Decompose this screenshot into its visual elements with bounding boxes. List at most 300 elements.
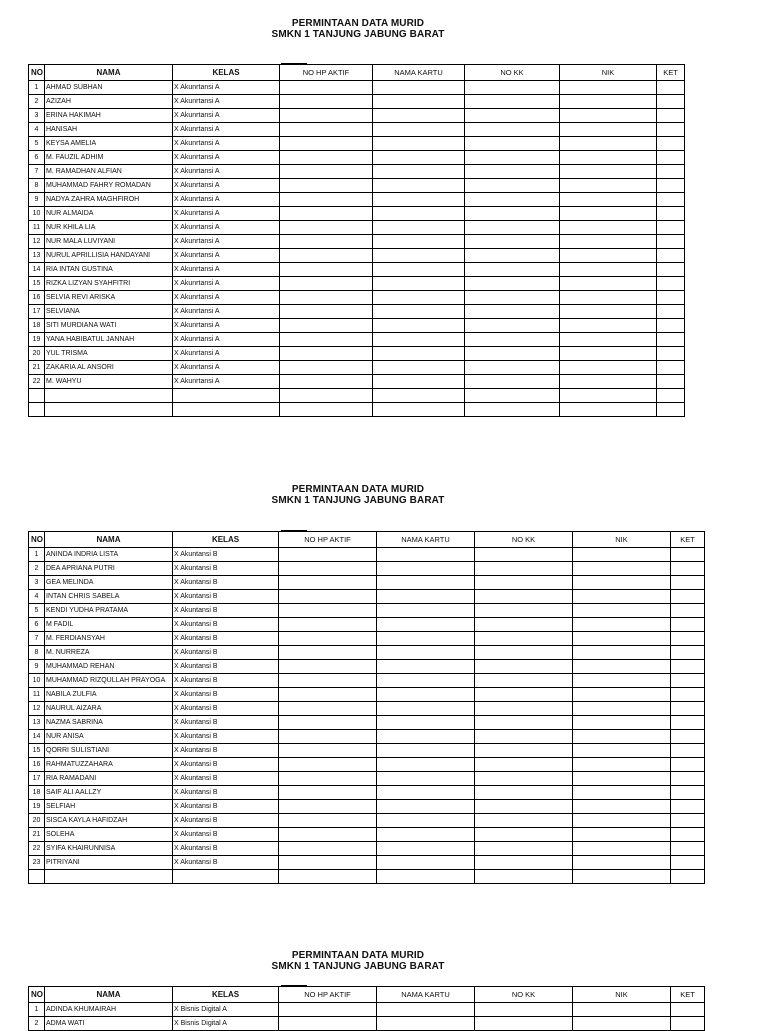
empty-cell-kk[interactable] [475, 800, 573, 814]
empty-cell-kk[interactable] [475, 562, 573, 576]
empty-cell-kartu[interactable] [377, 870, 475, 884]
empty-cell-nik[interactable] [573, 702, 671, 716]
empty-cell-kelas[interactable] [173, 870, 279, 884]
empty-cell-kk[interactable] [465, 291, 560, 305]
empty-cell-kartu[interactable] [377, 604, 475, 618]
empty-cell-ket[interactable] [671, 618, 705, 632]
empty-cell-kk[interactable] [475, 716, 573, 730]
empty-cell-kartu[interactable] [377, 842, 475, 856]
empty-cell-kartu[interactable] [377, 646, 475, 660]
empty-cell-ket[interactable] [657, 277, 685, 291]
empty-cell-ket[interactable] [671, 870, 705, 884]
empty-cell-kk[interactable] [465, 361, 560, 375]
empty-cell-kartu[interactable] [377, 814, 475, 828]
student-class: X Akuntansi B [173, 842, 279, 856]
empty-cell-no[interactable] [29, 870, 45, 884]
empty-cell-kk[interactable] [465, 151, 560, 165]
row-number: 22 [29, 842, 45, 856]
column-header-kelas: KELAS [173, 532, 279, 548]
empty-cell-nik[interactable] [573, 744, 671, 758]
empty-cell-kartu[interactable] [373, 221, 465, 235]
empty-cell-kartu[interactable] [373, 151, 465, 165]
empty-cell-kk[interactable] [465, 319, 560, 333]
row-number: 14 [29, 263, 45, 277]
row-number: 13 [29, 716, 45, 730]
row-number: 14 [29, 730, 45, 744]
empty-cell-ket[interactable] [671, 856, 705, 870]
empty-cell-kk[interactable] [475, 1003, 573, 1017]
empty-cell-kartu[interactable] [377, 576, 475, 590]
empty-cell-ket[interactable] [671, 590, 705, 604]
empty-cell-ket[interactable] [671, 842, 705, 856]
empty-cell-kk[interactable] [475, 730, 573, 744]
empty-cell-ket[interactable] [657, 95, 685, 109]
empty-cell-hp[interactable] [279, 800, 377, 814]
empty-cell-nik[interactable] [573, 1003, 671, 1017]
empty-cell-ket[interactable] [657, 361, 685, 375]
empty-cell-kk[interactable] [465, 249, 560, 263]
empty-cell-kelas[interactable] [173, 389, 280, 403]
empty-cell-nik[interactable] [573, 688, 671, 702]
empty-cell-nik[interactable] [573, 800, 671, 814]
empty-cell-hp[interactable] [280, 151, 373, 165]
empty-cell-kartu[interactable] [377, 548, 475, 562]
empty-cell-kartu[interactable] [377, 786, 475, 800]
empty-cell-hp[interactable] [280, 81, 373, 95]
section-3-title [168, 950, 548, 972]
empty-cell-nik[interactable] [560, 403, 657, 417]
empty-cell-kk[interactable] [465, 403, 560, 417]
empty-cell-kk[interactable] [465, 375, 560, 389]
empty-cell-kk[interactable] [465, 263, 560, 277]
table-row [29, 193, 685, 207]
empty-cell-ket[interactable] [657, 375, 685, 389]
empty-cell-hp[interactable] [280, 305, 373, 319]
empty-cell-nik[interactable] [560, 333, 657, 347]
empty-cell-nik[interactable] [560, 207, 657, 221]
empty-cell-nik[interactable] [573, 856, 671, 870]
empty-cell-hp[interactable] [280, 179, 373, 193]
student-class: X Akuntansi B [173, 660, 279, 674]
empty-cell-hp[interactable] [279, 1003, 377, 1017]
empty-cell-hp[interactable] [279, 562, 377, 576]
empty-cell-kk[interactable] [465, 347, 560, 361]
empty-cell-kartu[interactable] [377, 772, 475, 786]
empty-cell-ket[interactable] [671, 758, 705, 772]
column-header-ket: KET [671, 987, 705, 1003]
student-name: INTAN CHRIS SABELA [45, 590, 173, 604]
empty-cell-kartu[interactable] [373, 403, 465, 417]
empty-cell-hp[interactable] [279, 772, 377, 786]
empty-cell-nik[interactable] [560, 123, 657, 137]
empty-cell-nik[interactable] [573, 772, 671, 786]
empty-cell-ket[interactable] [671, 1003, 705, 1017]
empty-cell-hp[interactable] [279, 828, 377, 842]
table-row [29, 758, 705, 772]
empty-cell-kartu[interactable] [373, 123, 465, 137]
empty-cell-kartu[interactable] [377, 730, 475, 744]
student-class: X Akuntansi B [173, 744, 279, 758]
empty-cell-nama[interactable] [45, 389, 173, 403]
empty-cell-kartu[interactable] [373, 277, 465, 291]
empty-cell-ket[interactable] [671, 814, 705, 828]
empty-cell-nik[interactable] [573, 646, 671, 660]
empty-cell-ket[interactable] [671, 828, 705, 842]
empty-cell-kk[interactable] [475, 688, 573, 702]
student-class: X Akuntansi B [173, 548, 279, 562]
empty-cell-ket[interactable] [657, 333, 685, 347]
empty-cell-hp[interactable] [279, 576, 377, 590]
empty-cell-kartu[interactable] [373, 389, 465, 403]
empty-cell-nik[interactable] [573, 842, 671, 856]
empty-cell-nik[interactable] [560, 95, 657, 109]
empty-cell-kartu[interactable] [373, 165, 465, 179]
empty-cell-nik[interactable] [573, 870, 671, 884]
empty-cell-kartu[interactable] [373, 333, 465, 347]
empty-cell-kartu[interactable] [377, 688, 475, 702]
row-number: 19 [29, 333, 45, 347]
empty-cell-kartu[interactable] [373, 109, 465, 123]
student-class: X Akunrtansi A [173, 375, 280, 389]
empty-cell-kartu[interactable] [377, 758, 475, 772]
empty-cell-hp[interactable] [279, 870, 377, 884]
empty-cell-hp[interactable] [280, 361, 373, 375]
empty-cell-hp[interactable] [280, 249, 373, 263]
empty-cell-kartu[interactable] [377, 744, 475, 758]
empty-cell-hp[interactable] [279, 660, 377, 674]
empty-cell-kk[interactable] [475, 674, 573, 688]
empty-cell-nik[interactable] [560, 137, 657, 151]
row-number: 2 [29, 1017, 45, 1031]
empty-cell-hp[interactable] [280, 375, 373, 389]
empty-cell-hp[interactable] [279, 842, 377, 856]
empty-cell-ket[interactable] [657, 123, 685, 137]
empty-cell-kk[interactable] [475, 548, 573, 562]
empty-cell-hp[interactable] [280, 235, 373, 249]
empty-cell-hp[interactable] [280, 389, 373, 403]
student-name: SELVIA REVI ARISKA [45, 291, 173, 305]
empty-cell-ket[interactable] [657, 207, 685, 221]
empty-cell-kk[interactable] [465, 95, 560, 109]
empty-cell-kartu[interactable] [373, 179, 465, 193]
empty-cell-ket[interactable] [671, 660, 705, 674]
empty-cell-kk[interactable] [475, 604, 573, 618]
empty-cell-nama[interactable] [45, 870, 173, 884]
empty-cell-hp[interactable] [279, 814, 377, 828]
empty-cell-nik[interactable] [560, 109, 657, 123]
empty-cell-kartu[interactable] [377, 562, 475, 576]
empty-cell-kk[interactable] [475, 744, 573, 758]
empty-cell-ket[interactable] [671, 562, 705, 576]
empty-cell-hp[interactable] [279, 758, 377, 772]
empty-cell-nik[interactable] [560, 165, 657, 179]
empty-cell-ket[interactable] [657, 193, 685, 207]
empty-cell-kartu[interactable] [377, 800, 475, 814]
empty-cell-ket[interactable] [671, 786, 705, 800]
column-header-nik: NIK [573, 987, 671, 1003]
row-number: 7 [29, 632, 45, 646]
empty-cell-kk[interactable] [465, 389, 560, 403]
empty-cell-nik[interactable] [573, 632, 671, 646]
empty-cell-kk[interactable] [465, 193, 560, 207]
empty-cell-nama[interactable] [45, 403, 173, 417]
empty-cell-kk[interactable] [475, 702, 573, 716]
empty-cell-kk[interactable] [465, 165, 560, 179]
empty-cell-kartu[interactable] [373, 207, 465, 221]
empty-cell-kartu[interactable] [377, 856, 475, 870]
empty-cell-ket[interactable] [671, 744, 705, 758]
empty-cell-hp[interactable] [279, 716, 377, 730]
empty-cell-hp[interactable] [280, 123, 373, 137]
empty-cell-kk[interactable] [465, 277, 560, 291]
empty-cell-ket[interactable] [671, 702, 705, 716]
empty-cell-kk[interactable] [475, 828, 573, 842]
empty-cell-ket[interactable] [657, 221, 685, 235]
student-class: X Akuntansi B [173, 730, 279, 744]
empty-cell-nik[interactable] [573, 716, 671, 730]
empty-cell-ket[interactable] [671, 576, 705, 590]
empty-cell-nik[interactable] [560, 277, 657, 291]
empty-cell-kartu[interactable] [377, 590, 475, 604]
empty-cell-kartu[interactable] [373, 319, 465, 333]
empty-cell-nik[interactable] [573, 674, 671, 688]
empty-cell-kk[interactable] [475, 660, 573, 674]
title-line-1: PERMINTAAN DATA MURID [291, 18, 425, 29]
empty-cell-hp[interactable] [279, 646, 377, 660]
empty-cell-hp[interactable] [280, 193, 373, 207]
empty-cell-kartu[interactable] [373, 347, 465, 361]
empty-cell-kartu[interactable] [373, 305, 465, 319]
title-line-2: SMKN 1 TANJUNG JABUNG BARAT [271, 29, 445, 40]
empty-cell-hp[interactable] [279, 730, 377, 744]
empty-cell-hp[interactable] [280, 319, 373, 333]
empty-cell-nik[interactable] [573, 576, 671, 590]
empty-cell-kk[interactable] [465, 179, 560, 193]
empty-cell-kartu[interactable] [373, 235, 465, 249]
empty-cell-ket[interactable] [657, 235, 685, 249]
empty-cell-kartu[interactable] [373, 249, 465, 263]
empty-cell-kartu[interactable] [377, 1003, 475, 1017]
table-row [29, 291, 685, 305]
empty-cell-nik[interactable] [560, 319, 657, 333]
empty-cell-ket[interactable] [671, 632, 705, 646]
empty-cell-kk[interactable] [475, 814, 573, 828]
empty-cell-kartu[interactable] [373, 95, 465, 109]
empty-cell-hp[interactable] [280, 207, 373, 221]
empty-cell-kartu[interactable] [373, 137, 465, 151]
empty-cell-kk[interactable] [475, 870, 573, 884]
empty-cell-hp[interactable] [279, 548, 377, 562]
empty-cell-ket[interactable] [657, 319, 685, 333]
empty-cell-hp[interactable] [279, 688, 377, 702]
empty-cell-nik[interactable] [560, 249, 657, 263]
column-header-kk: NO KK [475, 532, 573, 548]
empty-cell-ket[interactable] [657, 347, 685, 361]
empty-cell-nik[interactable] [560, 151, 657, 165]
empty-cell-kk[interactable] [475, 842, 573, 856]
student-class: X Akunrtansi A [173, 179, 280, 193]
empty-cell-kelas[interactable] [173, 403, 280, 417]
empty-cell-nik[interactable] [573, 590, 671, 604]
student-name: ADINDA KHUMAIRAH [45, 1003, 173, 1017]
empty-cell-hp[interactable] [279, 604, 377, 618]
empty-cell-hp[interactable] [279, 744, 377, 758]
empty-cell-hp[interactable] [279, 702, 377, 716]
empty-cell-ket[interactable] [657, 389, 685, 403]
empty-cell-nik[interactable] [573, 604, 671, 618]
empty-cell-kk[interactable] [465, 109, 560, 123]
empty-cell-nik[interactable] [560, 291, 657, 305]
empty-cell-ket[interactable] [657, 179, 685, 193]
empty-cell-kartu[interactable] [373, 375, 465, 389]
empty-cell-kartu[interactable] [377, 674, 475, 688]
empty-cell-ket[interactable] [657, 109, 685, 123]
column-header-kartu: NAMA KARTU [377, 987, 475, 1003]
empty-cell-hp[interactable] [280, 109, 373, 123]
empty-cell-ket[interactable] [657, 249, 685, 263]
empty-cell-kk[interactable] [465, 235, 560, 249]
student-class: X Akuntansi B [173, 758, 279, 772]
empty-cell-hp[interactable] [280, 403, 373, 417]
empty-cell-hp[interactable] [280, 95, 373, 109]
empty-cell-ket[interactable] [657, 403, 685, 417]
empty-cell-nik[interactable] [573, 814, 671, 828]
empty-cell-kk[interactable] [465, 221, 560, 235]
empty-cell-nik[interactable] [560, 375, 657, 389]
empty-cell-hp[interactable] [279, 618, 377, 632]
empty-cell-kk[interactable] [475, 856, 573, 870]
empty-cell-kk[interactable] [475, 786, 573, 800]
empty-cell-hp[interactable] [280, 165, 373, 179]
empty-cell-ket[interactable] [657, 81, 685, 95]
empty-cell-nik[interactable] [560, 305, 657, 319]
row-number: 8 [29, 646, 45, 660]
empty-cell-kartu[interactable] [377, 618, 475, 632]
blank-row [29, 870, 705, 884]
empty-cell-ket[interactable] [657, 291, 685, 305]
student-class: X Akunrtansi A [173, 235, 280, 249]
empty-cell-kartu[interactable] [373, 263, 465, 277]
empty-cell-nik[interactable] [560, 193, 657, 207]
empty-cell-hp[interactable] [279, 674, 377, 688]
empty-cell-nik[interactable] [560, 235, 657, 249]
empty-cell-ket[interactable] [671, 716, 705, 730]
empty-cell-kartu[interactable] [377, 828, 475, 842]
row-number: 10 [29, 207, 45, 221]
row-number: 6 [29, 618, 45, 632]
empty-cell-nik[interactable] [560, 347, 657, 361]
empty-cell-nik[interactable] [573, 562, 671, 576]
empty-cell-kk[interactable] [465, 305, 560, 319]
empty-cell-ket[interactable] [671, 548, 705, 562]
empty-cell-hp[interactable] [280, 333, 373, 347]
student-class: X Akunrtansi A [173, 277, 280, 291]
empty-cell-kk[interactable] [475, 772, 573, 786]
empty-cell-nik[interactable] [560, 361, 657, 375]
empty-cell-hp[interactable] [279, 632, 377, 646]
empty-cell-nik[interactable] [573, 548, 671, 562]
empty-cell-nik[interactable] [560, 179, 657, 193]
empty-cell-nik[interactable] [560, 263, 657, 277]
empty-cell-nik[interactable] [573, 730, 671, 744]
table-row [29, 333, 685, 347]
empty-cell-hp[interactable] [279, 590, 377, 604]
empty-cell-nik[interactable] [573, 786, 671, 800]
empty-cell-kk[interactable] [475, 576, 573, 590]
empty-cell-kk[interactable] [475, 590, 573, 604]
empty-cell-kk[interactable] [465, 137, 560, 151]
empty-cell-hp[interactable] [280, 137, 373, 151]
empty-cell-kk[interactable] [475, 632, 573, 646]
empty-cell-hp[interactable] [280, 277, 373, 291]
empty-cell-kartu[interactable] [377, 632, 475, 646]
empty-cell-ket[interactable] [671, 646, 705, 660]
empty-cell-ket[interactable] [671, 800, 705, 814]
empty-cell-hp[interactable] [279, 856, 377, 870]
empty-cell-kk[interactable] [475, 618, 573, 632]
empty-cell-kk[interactable] [465, 123, 560, 137]
empty-cell-ket[interactable] [671, 674, 705, 688]
empty-cell-nik[interactable] [573, 758, 671, 772]
empty-cell-ket[interactable] [671, 604, 705, 618]
student-class: X Akunrtansi A [173, 207, 280, 221]
empty-cell-kartu[interactable] [373, 361, 465, 375]
empty-cell-no[interactable] [29, 389, 45, 403]
empty-cell-kartu[interactable] [377, 702, 475, 716]
empty-cell-ket[interactable] [657, 165, 685, 179]
empty-cell-ket[interactable] [671, 772, 705, 786]
empty-cell-ket[interactable] [657, 305, 685, 319]
empty-cell-kk[interactable] [475, 646, 573, 660]
empty-cell-nik[interactable] [560, 221, 657, 235]
empty-cell-nik[interactable] [573, 660, 671, 674]
empty-cell-nik[interactable] [573, 618, 671, 632]
empty-cell-kartu[interactable] [377, 660, 475, 674]
empty-cell-hp[interactable] [280, 221, 373, 235]
empty-cell-hp[interactable] [280, 291, 373, 305]
empty-cell-hp[interactable] [280, 347, 373, 361]
empty-cell-nik[interactable] [560, 389, 657, 403]
empty-cell-hp[interactable] [280, 263, 373, 277]
student-name: NABILA ZULFIA [45, 688, 173, 702]
empty-cell-kartu[interactable] [373, 81, 465, 95]
empty-cell-ket[interactable] [657, 137, 685, 151]
empty-cell-kartu[interactable] [373, 193, 465, 207]
empty-cell-ket[interactable] [671, 688, 705, 702]
empty-cell-kartu[interactable] [373, 291, 465, 305]
student-class: X Akunrtansi A [173, 221, 280, 235]
empty-cell-nik[interactable] [573, 828, 671, 842]
student-table-akuntansi-a [28, 64, 685, 417]
empty-cell-kk[interactable] [465, 333, 560, 347]
empty-cell-hp[interactable] [279, 786, 377, 800]
empty-cell-kk[interactable] [475, 758, 573, 772]
empty-cell-nik[interactable] [560, 81, 657, 95]
empty-cell-ket[interactable] [657, 151, 685, 165]
student-class: X Akunrtansi A [173, 81, 280, 95]
empty-cell-ket[interactable] [657, 263, 685, 277]
row-number: 1 [29, 1003, 45, 1017]
empty-cell-no[interactable] [29, 403, 45, 417]
student-class: X Akuntansi B [173, 632, 279, 646]
empty-cell-ket[interactable] [671, 730, 705, 744]
empty-cell-kartu[interactable] [377, 716, 475, 730]
empty-cell-kk[interactable] [465, 81, 560, 95]
empty-cell-kk[interactable] [465, 207, 560, 221]
student-name: M. FERDIANSYAH [45, 632, 173, 646]
student-class: X Akuntansi B [173, 702, 279, 716]
table-row [29, 618, 705, 632]
